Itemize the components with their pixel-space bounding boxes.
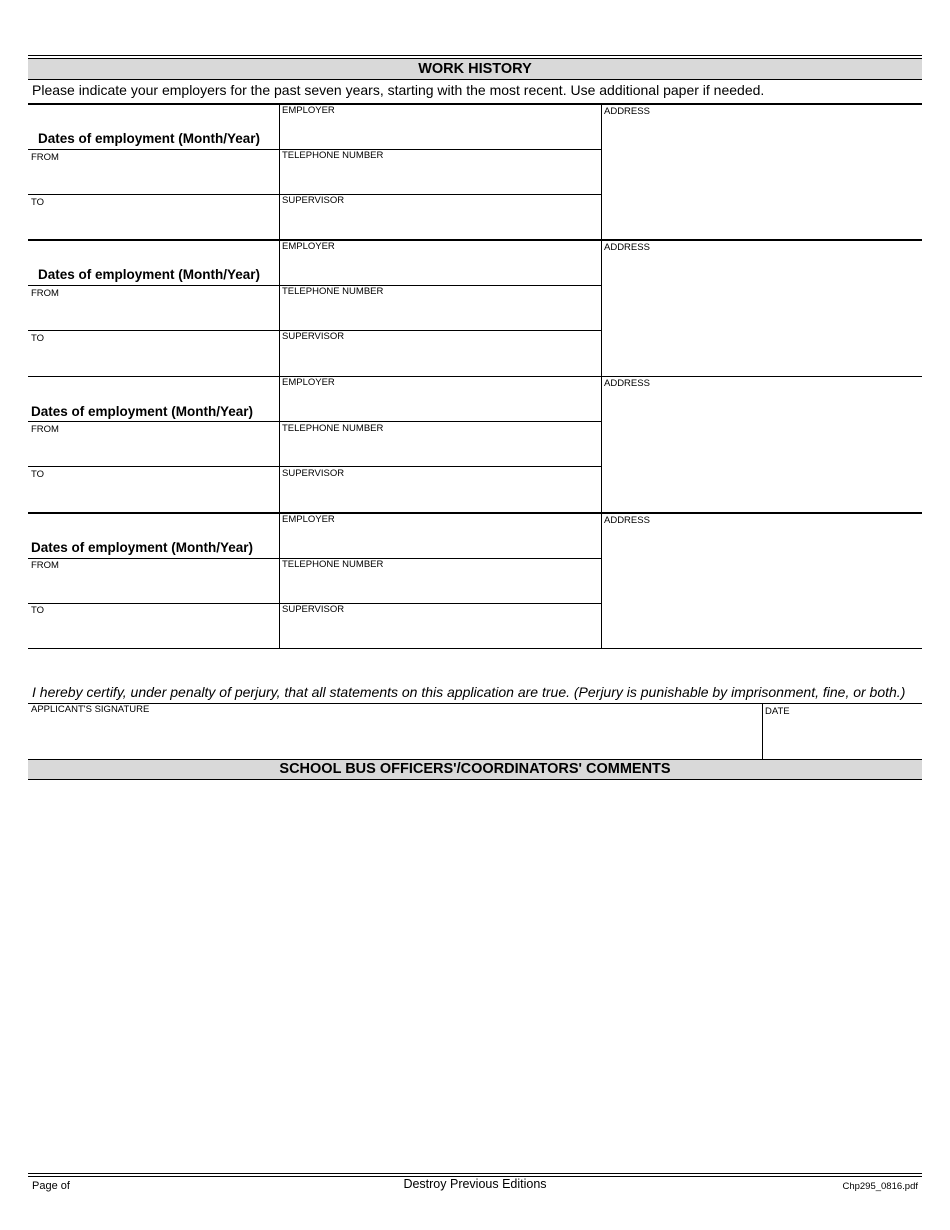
block-2-dates-title: Dates of employment (Month/Year) bbox=[38, 267, 261, 282]
block-4-to-label: TO bbox=[31, 605, 45, 616]
footer-rule-1 bbox=[28, 1173, 922, 1174]
block-3-divider-left bbox=[279, 376, 280, 512]
page-number: Page of bbox=[32, 1180, 70, 1192]
signature-top-rule bbox=[28, 703, 922, 704]
block-2-divider-right bbox=[601, 240, 602, 376]
work-history-title: WORK HISTORY bbox=[418, 61, 532, 77]
destroy-previous-editions: Destroy Previous Editions bbox=[403, 1177, 547, 1191]
block-4-from-label: FROM bbox=[31, 560, 59, 571]
comments-header bbox=[28, 759, 922, 780]
block-4-supervisor-label: SUPERVISOR bbox=[282, 604, 345, 615]
block-3-divider-right bbox=[601, 376, 602, 512]
block-4-telephone-label: TELEPHONE NUMBER bbox=[282, 559, 384, 570]
block-3-supervisor-label: SUPERVISOR bbox=[282, 468, 345, 479]
block-1-top-rule bbox=[28, 103, 922, 105]
block-3-address-label: ADDRESS bbox=[604, 378, 650, 389]
block-2-top-rule bbox=[28, 239, 922, 241]
certification-statement: I hereby certify, under penalty of perjury, that all statements on this application are true. (Perjury is punishable by imprisonment, fine, or both.) bbox=[32, 684, 906, 700]
block-2-telephone-label: TELEPHONE NUMBER bbox=[282, 286, 384, 297]
form-code: Chp295_0816.pdf bbox=[842, 1181, 918, 1192]
block-3-dates-title: Dates of employment (Month/Year) bbox=[31, 404, 254, 419]
block-2-employer-label: EMPLOYER bbox=[282, 241, 335, 252]
block-3-to-label: TO bbox=[31, 469, 45, 480]
comments-title: SCHOOL BUS OFFICERS'/COORDINATORS' COMMENTS bbox=[279, 761, 671, 777]
block-2-from-label: FROM bbox=[31, 288, 59, 299]
block-4-divider-right bbox=[601, 513, 602, 648]
block-1-divider-left bbox=[279, 104, 280, 240]
block-1-supervisor-label: SUPERVISOR bbox=[282, 195, 345, 206]
block-4-employer-label: EMPLOYER bbox=[282, 514, 335, 525]
block-3-employer-label: EMPLOYER bbox=[282, 377, 335, 388]
top-rule bbox=[28, 55, 922, 56]
signature-date-divider bbox=[762, 703, 763, 759]
block-3-top-rule bbox=[28, 376, 922, 377]
block-3-from-label: FROM bbox=[31, 424, 59, 435]
block-1-dates-title: Dates of employment (Month/Year) bbox=[38, 131, 261, 146]
block-4-divider-left bbox=[279, 513, 280, 648]
work-history-header bbox=[28, 58, 922, 80]
block-1-employer-label: EMPLOYER bbox=[282, 105, 335, 116]
block-3-row-rule-1 bbox=[28, 421, 601, 422]
work-history-instructions: Please indicate your employers for the past seven years, starting with the most recent. Use additional paper if needed. bbox=[32, 82, 765, 98]
block-2-divider-left bbox=[279, 240, 280, 376]
work-history-bottom-rule bbox=[28, 648, 922, 649]
block-2-address-label: ADDRESS bbox=[604, 242, 650, 253]
block-2-to-label: TO bbox=[31, 333, 45, 344]
block-2-supervisor-label: SUPERVISOR bbox=[282, 331, 345, 342]
block-1-telephone-label: TELEPHONE NUMBER bbox=[282, 150, 384, 161]
block-3-telephone-label: TELEPHONE NUMBER bbox=[282, 423, 384, 434]
block-1-to-label: TO bbox=[31, 197, 45, 208]
block-4-address-label: ADDRESS bbox=[604, 515, 650, 526]
date-label: DATE bbox=[765, 706, 790, 717]
signature-label: APPLICANT'S SIGNATURE bbox=[31, 704, 150, 715]
block-3-row-rule-2 bbox=[28, 466, 601, 467]
block-4-dates-title: Dates of employment (Month/Year) bbox=[31, 540, 254, 555]
block-1-address-label: ADDRESS bbox=[604, 106, 650, 117]
block-1-divider-right bbox=[601, 104, 602, 240]
block-1-from-label: FROM bbox=[31, 152, 59, 163]
block-4-top-rule bbox=[28, 512, 922, 514]
